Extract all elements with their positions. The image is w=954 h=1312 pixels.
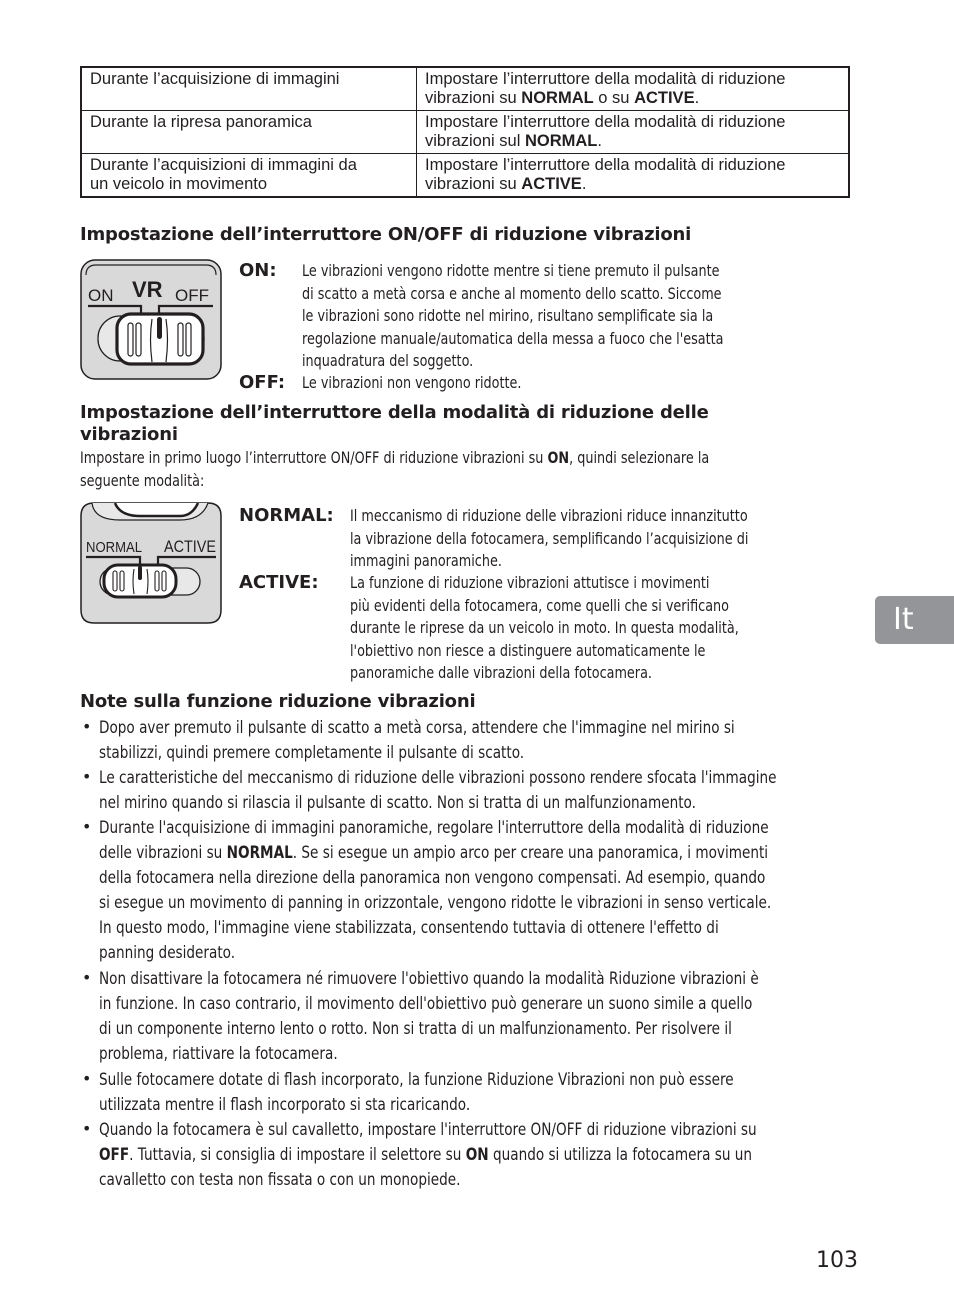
bullet-icon: • (82, 767, 92, 786)
bullet-icon: • (82, 1069, 92, 1088)
note-item: Quando la fotocamera è sul cavalletto, impostare l'interruttore ON/OFF di riduzione vibrazioni su OFF. Tuttavia, si consiglia di impostare il selettore su ON quando si utilizza la fotocamera su un cavalletto con testa non fissata o con un monopiede. (99, 1120, 757, 1191)
desc-off: Le vibrazioni non vengono ridotte. (302, 373, 522, 392)
table-cell-setting: Impostare l’interruttore della modalità di riduzione vibrazioni sul NORMAL. (417, 111, 850, 154)
bullet-icon: • (82, 717, 92, 736)
desc-active: La funzione di riduzione vibrazioni attutisce i movimenti più evidenti della fotocamera, come quelli che si verificano durante le riprese da un veicolo in moto. In questa modalità, l'obiettivo non riesce a distinguere automaticamente le panoramiche dalle vibrazioni della fotocamera. (350, 573, 739, 682)
note-item: Sulle fotocamere dotate di flash incorporato, la funzione Riduzione Vibrazioni non può essere utilizzata mentre il flash incorporato si sta ricaricando. (99, 1070, 734, 1116)
bullet-icon: • (82, 1119, 92, 1138)
term-normal: NORMAL: (239, 505, 334, 526)
page-number: 103 (816, 1248, 858, 1273)
switch-indicator (157, 317, 162, 339)
table-row (81, 111, 849, 154)
notes-heading: Note sulla funzione riduzione vibrazioni (80, 691, 476, 712)
switch-plate (81, 503, 221, 623)
section-heading-vr-switch: Impostazione dell’interruttore ON/OFF di riduzione vibrazioni (80, 224, 692, 245)
section2-intro: Impostare in primo luogo l’interruttore ON/OFF di riduzione vibrazioni su ON, quindi selezionare la seguente modalità: (80, 448, 710, 490)
bullet-icon: • (82, 968, 92, 987)
bullet-icon: • (82, 817, 92, 836)
table-cell-setting: Impostare l’interruttore della modalità di riduzione vibrazioni su ACTIVE. (417, 154, 850, 198)
term-off: OFF: (239, 372, 286, 393)
vr-on-off-switch-illustration (80, 259, 222, 380)
table-cell-situation: Durante l’acquisizione di immagini (81, 67, 417, 111)
switch-indicator (138, 566, 142, 580)
note-item: Non disattivare la fotocamera né rimuovere l'obiettivo quando la modalità Riduzione vibrazioni è in funzione. In caso contrario, il movimento dell'obiettivo può generare un suono simile a quello di un componente interno lento o rotto. Non si tratta di un malfunzionamento. Per risolvere il problema, riattivare la fotocamera. (99, 969, 759, 1065)
table-cell-situation: Durante l’acquisizioni di immagini da un veicolo in movimento (81, 154, 417, 198)
desc-normal: Il meccanismo di riduzione delle vibrazioni riduce innanzitutto la vibrazione della fotocamera, semplificando l’acquisizione di immagini panoramiche. (350, 506, 749, 570)
term-on: ON: (239, 260, 277, 281)
switch-label-vr: VR (132, 277, 163, 302)
switch-label-active: ACTIVE (164, 537, 216, 556)
language-tab: It (875, 596, 954, 644)
table-row (81, 67, 849, 111)
note-item: Le caratteristiche del meccanismo di riduzione delle vibrazioni possono rendere sfocata l'immagine nel mirino quando si rilascia il pulsante di scatto. Non si tratta di un malfunzionamento. (99, 768, 777, 814)
note-item: Durante l'acquisizione di immagini panoramiche, regolare l'interruttore della modalità di riduzione delle vibrazioni su NORMAL. Se si esegue un ampio arco per creare una panoramica, i movimenti della fotocamera nella direzione della panoramica non vengono compensati. Ad esempio, quando si esegue un movimento di panning in orizzontale, vengono ridotte le vibrazioni in senso verticale. In questo modo, l'immagine viene stabilizzata, consentendo tuttavia di ottenere l'effetto di panning desiderato. (99, 818, 772, 964)
settings-table (80, 66, 850, 198)
desc-on: Le vibrazioni vengono ridotte mentre si tiene premuto il pulsante di scatto a metà corsa e anche al momento dello scatto. Siccome le vibrazioni sono ridotte nel mirino, risultano semplificate sia la regolazione manuale/automatica della messa a fuoco che l'esatta inquadratura del soggetto. (302, 261, 724, 370)
section-heading-vr-mode: Impostazione dell’interruttore della modalità di riduzione delle vibrazioni (80, 402, 709, 445)
note-item: Dopo aver premuto il pulsante di scatto a metà corsa, attendere che l'immagine nel mirino si stabilizzi, quindi premere completamente il pulsante di scatto. (99, 718, 735, 764)
table-cell-setting: Impostare l’interruttore della modalità di riduzione vibrazioni su NORMAL o su ACTIVE. (417, 67, 850, 111)
switch-label-normal: NORMAL (86, 539, 142, 556)
switch-label-off: OFF (175, 286, 209, 305)
switch-label-on: ON (88, 286, 114, 305)
term-active: ACTIVE: (239, 572, 319, 593)
table-row (81, 154, 849, 198)
vr-mode-switch-illustration (80, 502, 222, 624)
table-cell-situation: Durante la ripresa panoramica (81, 111, 417, 154)
